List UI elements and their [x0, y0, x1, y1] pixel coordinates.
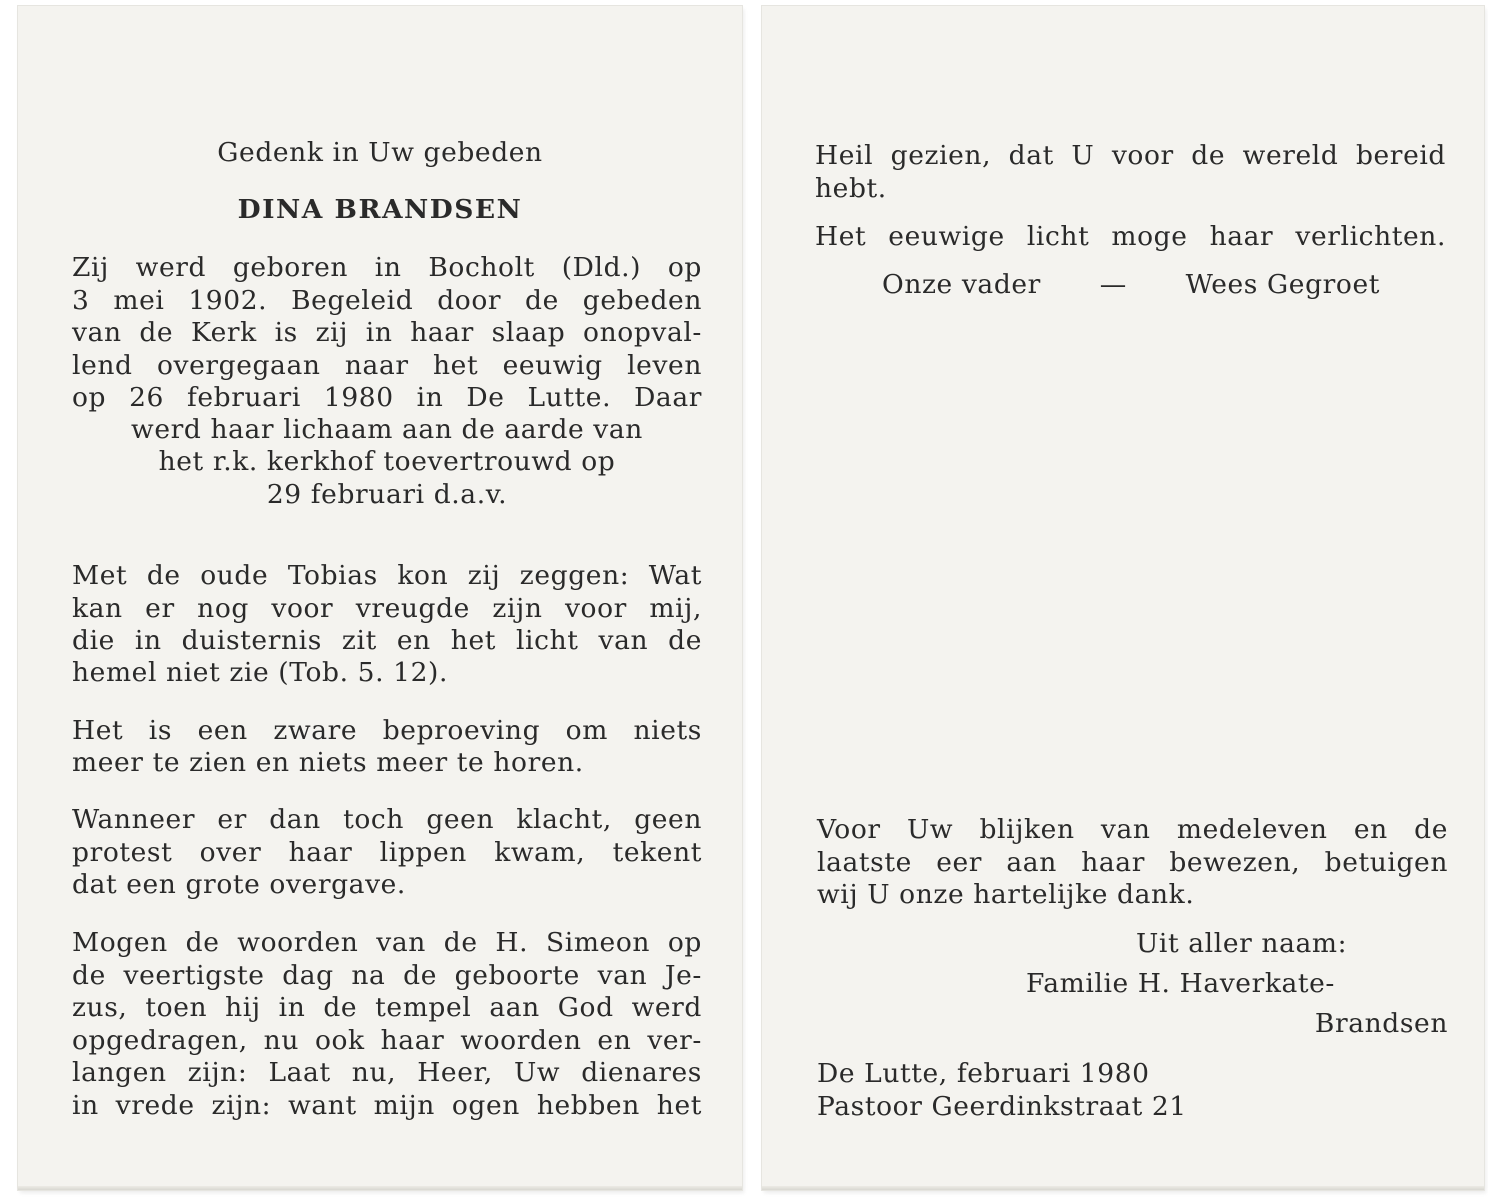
prayer-onze-vader: Onze vader [882, 269, 1041, 300]
paragraph-line: opgedragen, nu ook haar woorden en ver- [72, 1024, 702, 1056]
birth-death-paragraph [72, 252, 702, 415]
paragraph-line: Het is een zware beproeving om niets [72, 715, 702, 746]
paragraph-line: wij U onze hartelijke dank. [817, 879, 1195, 910]
signature-surname: Brandsen [1314, 1008, 1448, 1039]
paragraph-line: 3 mei 1902. Begeleid door de gebeden [72, 284, 702, 316]
prayers-line [882, 269, 1380, 302]
simeon-paragraph [72, 927, 702, 1122]
paragraph-line: werd haar lichaam aan de aarde van [131, 414, 643, 445]
paragraph-line: Voor Uw blijken van medeleven en de [817, 814, 1448, 845]
paragraph-line: in vrede zijn: want mijn ogen hebben het [72, 1089, 702, 1121]
paragraph-line: hemel niet zie (Tob. 5. 12). [72, 657, 449, 688]
right-page [762, 6, 1484, 1190]
paragraph-line: van de Kerk is zij in haar slaap onopval- [72, 317, 702, 348]
prayer-separator: — [1099, 269, 1127, 300]
eternal-light-paragraph [815, 221, 1446, 254]
paragraph-line: Mogen de woorden van de H. Simeon op [72, 927, 702, 958]
thanks-paragraph [817, 814, 1448, 879]
paragraph-line: op 26 februari 1980 in De Lutte. Daar [72, 382, 702, 413]
paragraph-line: de veertigste dag na de geboorte van Je- [72, 959, 702, 991]
surrender-paragraph [72, 804, 702, 869]
paragraph-line: dat een grote overgave. [72, 869, 406, 900]
simeon-continuation [815, 140, 1446, 173]
paragraph-line: zus, toen hij in de tempel aan God werd [72, 992, 702, 1023]
left-header: Gedenk in Uw gebeden [217, 137, 543, 168]
paragraph-line: het r.k. kerkhof toevertrouwd op [158, 446, 616, 477]
paragraph-line: die in duisternis zit en het licht van de [72, 625, 702, 656]
trial-paragraph [72, 715, 702, 748]
paragraph-line: meer te zien en niets meer te horen. [72, 747, 584, 778]
paragraph-line: Wanneer er dan toch geen klacht, geen [72, 804, 702, 835]
signature-intro: Uit aller naam: [1136, 928, 1348, 959]
paragraph-line: langen zijn: Laat nu, Heer, Uw dienares [72, 1057, 702, 1088]
deceased-name: DINA BRANDSEN [237, 194, 523, 225]
paragraph-line: protest over haar lippen kwam, tekent [72, 836, 702, 868]
paragraph-line: Met de oude Tobias kon zij zeggen: Wat [72, 560, 702, 591]
left-page [18, 6, 742, 1190]
paragraph-line: 29 februari d.a.v. [266, 479, 508, 510]
signature-family: Familie H. Haverkate- [1026, 968, 1335, 999]
paragraph-line: kan er nog voor vreugde zijn voor mij, [72, 592, 702, 624]
paragraph-line: Zij werd geboren in Bocholt (Dld.) op [72, 252, 702, 283]
prayer-wees-gegroet: Wees Gegroet [1185, 269, 1380, 300]
tobias-paragraph [72, 560, 702, 658]
paragraph-line: hebt. [815, 173, 887, 204]
paragraph-line: Heil gezien, dat U voor de wereld bereid [815, 140, 1446, 171]
place-date: De Lutte, februari 1980 [817, 1058, 1150, 1089]
paragraph-line: Het eeuwige licht moge haar verlichten. [815, 221, 1446, 252]
paragraph-line: lend overgegaan naar het eeuwig leven [72, 349, 702, 381]
address: Pastoor Geerdinkstraat 21 [817, 1091, 1187, 1122]
paragraph-line: laatste eer aan haar bewezen, betuigen [817, 846, 1448, 878]
